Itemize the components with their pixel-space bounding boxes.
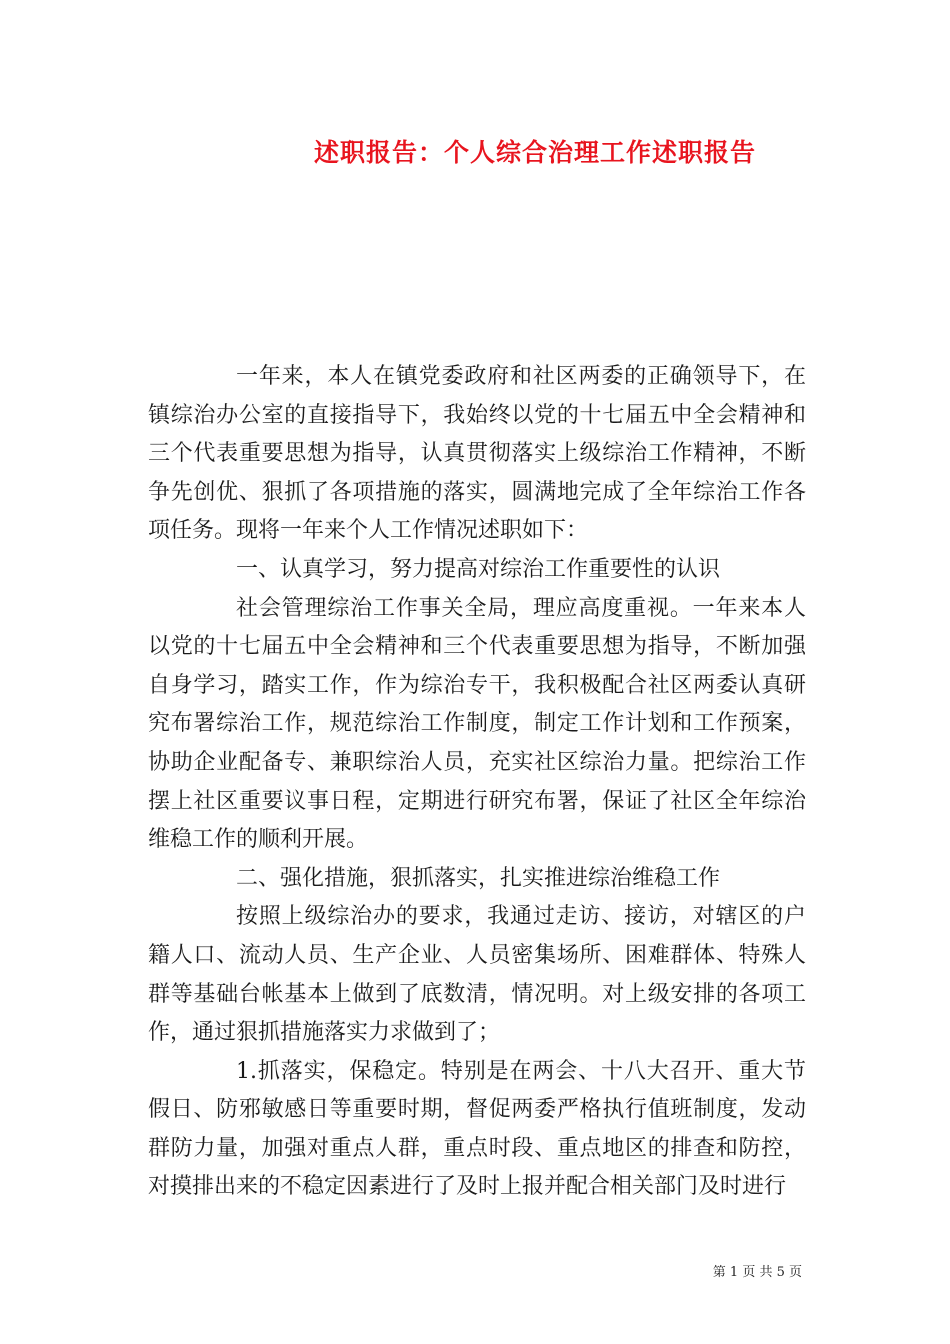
- page-number: 第 1 页 共 5 页: [712, 1265, 802, 1280]
- document-title: 述职报告：个人综合治理工作述职报告: [313, 138, 756, 167]
- document-body: [148, 358, 806, 1207]
- paragraph-item-1: 1.抓落实，保稳定。特别是在两会、十八大召开、重大节假日、防邪敏感日等重要时期，督促两委严格执行值班制度，发动群防力量，加强对重点人群，重点时段、重点地区的排查和防控，对摸排出来的不稳定因素进行了及时上报并配合相关部门及时进行: [148, 1058, 806, 1200]
- paragraph-intro: 一年来，本人在镇党委政府和社区两委的正确领导下，在镇综治办公室的直接指导下，我始终以党的十七届五中全会精神和三个代表重要思想为指导，认真贯彻落实上级综治工作精神，不断争先创优、狠抓了各项措施的落实，圆满地完成了全年综治工作各项任务。现将一年来个人工作情况述职如下：: [148, 364, 806, 544]
- section-heading-2: 二、强化措施，狠抓落实，扎实推进综治维稳工作: [236, 865, 721, 891]
- paragraph-section-1: 社会管理综治工作事关全局，理应高度重视。一年来本人以党的十七届五中全会精神和三个代表重要思想为指导，不断加强自身学习，踏实工作，作为综治专干，我积极配合社区两委认真研究布署综治工作，规范综治工作制度，制定工作计划和工作预案，协助企业配备专、兼职综治人员，充实社区综治力量。把综治工作摆上社区重要议事日程，定期进行研究布署，保证了社区全年综治维稳工作的顺利开展。: [148, 595, 806, 853]
- section-heading-1: 一、认真学习，努力提高对综治工作重要性的认识: [236, 556, 721, 582]
- page-footer: [713, 1261, 802, 1280]
- paragraph-section-2: 按照上级综治办的要求，我通过走访、接访，对辖区的户籍人口、流动人员、生产企业、人员密集场所、困难群体、特殊人群等基础台帐基本上做到了底数清，情况明。对上级安排的各项工作，通过狠抓措施落实力求做到了；: [148, 904, 806, 1046]
